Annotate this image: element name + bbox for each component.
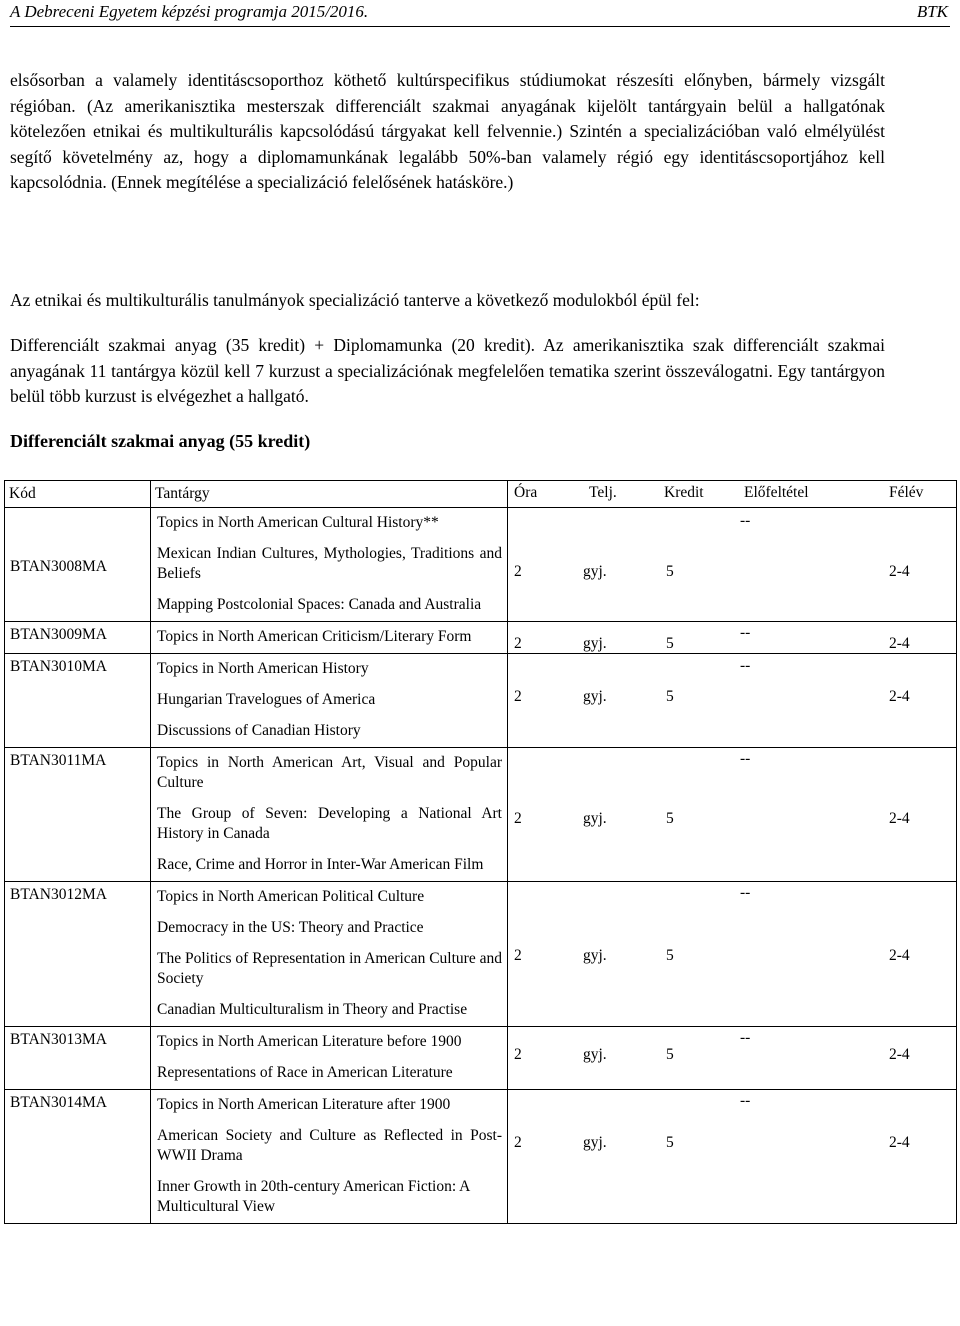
semester: 2-4 [889, 1134, 910, 1151]
semester: 2-4 [889, 947, 910, 964]
credits-paragraph: Differenciált szakmai anyag (35 kredit) + Diplomamunka (20 kredit). Az amerikanisztika szak differenciált szakmai anyagának 11 tantárgya közül kell 7 kurzust a specializációnak megfelelően tematika szerint összeválogatni. Egy tantárgyon belül több kurzust is elvégezhet a hallgató. [10, 335, 885, 406]
header-req: Telj. [589, 484, 617, 501]
course-title: Topics in North American Literature before 1900 [157, 1033, 462, 1050]
requirement: gyj. [583, 563, 607, 580]
course-title: Representations of Race in American Literature [157, 1064, 453, 1081]
course-list [151, 1027, 508, 1090]
credit: 5 [666, 563, 674, 580]
course-meta [508, 508, 957, 622]
table-row [5, 622, 957, 654]
course-table [4, 480, 957, 1224]
course-meta [508, 1027, 957, 1090]
table-body [5, 508, 957, 1224]
semester: 2-4 [889, 635, 910, 652]
course-list [151, 748, 508, 882]
course-title: Inner Growth in 20th-century American Fiction: A Multicultural View [157, 1178, 470, 1215]
requirement: gyj. [583, 810, 607, 827]
header-prereq: Előfeltétel [744, 484, 809, 501]
course-title: Canadian Multiculturalism in Theory and Practise [157, 1001, 468, 1018]
course-title: The Politics of Representation in American Culture and Society [157, 950, 502, 987]
semester: 2-4 [889, 688, 910, 705]
prereq: -- [740, 1092, 751, 1109]
prereq: -- [740, 1029, 751, 1046]
course-title: Democracy in the US: Theory and Practice [157, 919, 424, 936]
course-list [151, 1090, 508, 1224]
course-code: BTAN3009MA [5, 622, 151, 654]
table-row [5, 508, 957, 622]
course-code: BTAN3010MA [5, 654, 151, 748]
semester: 2-4 [889, 1046, 910, 1063]
credit: 5 [666, 1134, 674, 1151]
hours: 2 [514, 947, 522, 964]
semester: 2-4 [889, 563, 910, 580]
course-title: Mexican Indian Cultures, Mythologies, Traditions and Beliefs [157, 545, 502, 582]
prereq: -- [740, 512, 751, 529]
hours: 2 [514, 1046, 522, 1063]
course-title: Topics in North American History [157, 660, 369, 677]
course-title: Topics in North American Political Culture [157, 888, 425, 905]
course-title: The Group of Seven: Developing a National Art History in Canada [157, 805, 502, 842]
semester: 2-4 [889, 810, 910, 827]
header-semester: Félév [889, 484, 924, 501]
course-title: Mapping Postcolonial Spaces: Canada and Australia [157, 596, 482, 613]
page-header [10, 0, 950, 27]
requirement: gyj. [583, 635, 607, 652]
table-row [5, 654, 957, 748]
credit: 5 [666, 1046, 674, 1063]
intro-paragraph: elsősorban a valamely identitáscsoporthoz köthető kultúrspecifikus stúdiumokat részesíti előnyben, bármely vizsgált régióban. (Az amerikanisztika mesterszak differenciált szakmai anyagának kijelölt tantárgyain belül a hallgatónak kötelezően etnikai és multikulturális kapcsolódású tárgyakat kell felvennie.) Szintén a specializációban való elmélyülést segítő követelmény az, hogy a diplomamunkának legalább 50%-ban valamely régió egy identitáscsoportjához kell kapcsolódnia. (Ennek megítélése a specializáció felelősének hatásköre.) [10, 70, 885, 192]
header-credit: Kredit [664, 484, 704, 501]
header-meta [508, 481, 957, 508]
course-meta [508, 622, 957, 654]
hours: 2 [514, 688, 522, 705]
course-title: Discussions of Canadian History [157, 722, 361, 739]
hours: 2 [514, 1134, 522, 1151]
requirement: gyj. [583, 1134, 607, 1151]
requirement: gyj. [583, 947, 607, 964]
course-title: Topics in North American Criticism/Literary Form [157, 628, 472, 645]
course-meta [508, 882, 957, 1027]
course-code: BTAN3012MA [5, 882, 151, 1027]
course-title: American Society and Culture as Reflected in Post-WWII Drama [157, 1127, 502, 1164]
table-row [5, 1027, 957, 1090]
course-title: Hungarian Travelogues of America [157, 691, 376, 708]
requirement: gyj. [583, 688, 607, 705]
course-meta [508, 1090, 957, 1224]
course-list [151, 654, 508, 748]
table-row [5, 748, 957, 882]
table-row [5, 1090, 957, 1224]
course-code: BTAN3013MA [5, 1027, 151, 1090]
course-title: Topics in North American Literature after 1900 [157, 1096, 451, 1113]
header-code: Kód [5, 481, 151, 508]
header-hours: Óra [514, 484, 538, 501]
table-row [5, 882, 957, 1027]
course-code: BTAN3011MA [5, 748, 151, 882]
credit: 5 [666, 688, 674, 705]
course-title: Topics in North American Art, Visual and Popular Culture [157, 754, 502, 791]
header-subject [151, 481, 508, 508]
header-subject-label: Tantárgy [155, 485, 210, 502]
section-title: Differenciált szakmai anyag (55 kredit) [10, 431, 311, 451]
course-list [151, 508, 508, 622]
course-meta [508, 654, 957, 748]
hours: 2 [514, 563, 522, 580]
credit: 5 [666, 810, 674, 827]
prereq: -- [740, 884, 751, 901]
modules-paragraph: Az etnikai és multikulturális tanulmányok specializáció tanterve a következő modulokból épül fel: [10, 290, 700, 310]
course-title: Race, Crime and Horror in Inter-War American Film [157, 856, 484, 873]
prereq: -- [740, 750, 751, 767]
credit: 5 [666, 635, 674, 652]
course-code: BTAN3008MA [5, 508, 151, 622]
prereq: -- [740, 624, 751, 641]
course-code: BTAN3014MA [5, 1090, 151, 1224]
course-title: Topics in North American Cultural History** [157, 514, 439, 531]
header-title: A Debreceni Egyetem képzési programja 2015/2016. [10, 2, 369, 21]
course-meta [508, 748, 957, 882]
hours: 2 [514, 635, 522, 652]
prereq: -- [740, 657, 751, 674]
header-faculty: BTK [916, 2, 948, 21]
course-list [151, 622, 508, 654]
hours: 2 [514, 810, 522, 827]
credit: 5 [666, 947, 674, 964]
course-list [151, 882, 508, 1027]
requirement: gyj. [583, 1046, 607, 1063]
table-header-row [5, 481, 957, 508]
